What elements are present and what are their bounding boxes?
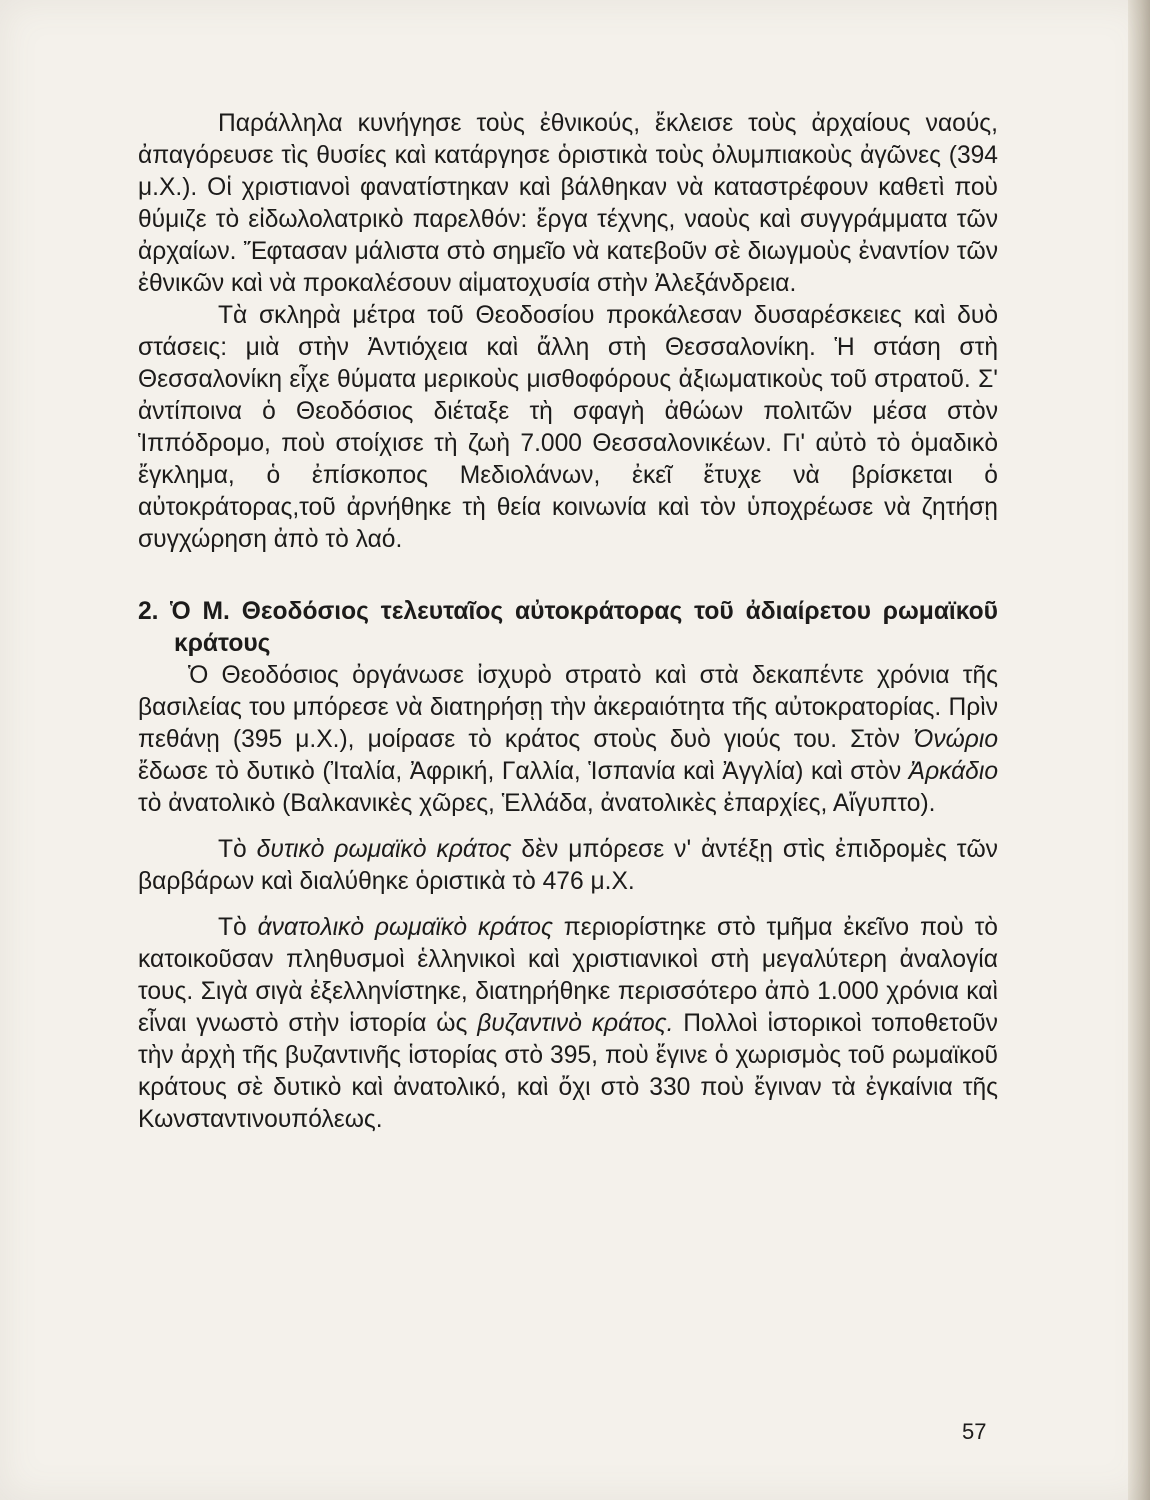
section-paragraph-3-part-3: Πολλοὶ ἱστορικοὶ τοποθετοῦν τὴν ἀρχὴ τῆς βυζαντινῆς ἱστορίας στὸ 395, ποὺ ἔγινε ὁ χωρισμὸς τοῦ ρωμαϊκοῦ κράτους σὲ δυτικὸ καὶ ἀνατολικό, καὶ ὄχι στὸ 330 ποὺ ἔγιναν τὰ ἐγκαίνια τῆς Κωνσταντινουπόλεως. (138, 1010, 998, 1133)
section-paragraph-2 (138, 834, 998, 898)
section-heading: 2. Ὁ Μ. Θεοδόσιος τελευταῖος αὐτοκράτορας τοῦ ἀδιαίρετου ρωμαϊκοῦ κράτους (138, 598, 998, 657)
section-paragraph-2-part-1: Τὸ (218, 836, 257, 863)
western-empire-term: δυτικὸ ρωμαϊκὸ κράτος (256, 836, 512, 863)
byzantine-empire-term: βυζαντινὸ κράτος. (477, 1010, 674, 1037)
section-paragraph-1-part-2: ἔδωσε τὸ δυτικὸ (Ἰταλία, Ἀφρική, Γαλλία, Ἱσπανία καὶ Ἀγγλία) καὶ στὸν (138, 758, 909, 785)
section-paragraph-3-part-1: Τὸ (218, 914, 258, 941)
page-content (138, 108, 998, 1136)
arcadius-name: Ἀρκάδιο (908, 758, 998, 785)
section-paragraph-1 (138, 660, 998, 820)
section-paragraph-1-part-1: Ὁ Θεοδόσιος ὀργάνωσε ἰσχυρὸ στρατὸ καὶ στὰ δεκαπέντε χρόνια τῆς βασιλείας του μπόρεσε νὰ διατηρήσῃ τὴν ἀκεραιότητα τῆς αὐτοκρατορίας. Πρὶν πεθάνῃ (395 μ.Χ.), μοίρασε τὸ κράτος στοὺς δυὸ γιούς του. Στὸν (138, 662, 998, 753)
honorius-name: Ὀνώριο (912, 726, 998, 753)
page-edge (1128, 0, 1150, 1500)
paragraph-2: Τὰ σκληρὰ μέτρα τοῦ Θεοδοσίου προκάλεσαν δυσαρέσκειες καὶ δυὸ στάσεις: μιὰ στὴν Ἀντιόχεια καὶ ἄλλη στὴ Θεσσαλονίκη. Ἡ στάση στὴ Θεσσαλονίκη εἶχε θύματα μερικοὺς μισθοφόρους ἀξιωματικοὺς τοῦ στρατοῦ. Σ' ἀντίποινα ὁ Θεοδόσιος διέταξε τὴ σφαγὴ ἀθώων πολιτῶν μέσα στὸν Ἱππόδρομο, ποὺ στοίχισε τὴ ζωὴ 7.000 Θεσσαλονικέων. Γι' αὐτὸ τὸ ὁμαδικὸ ἔγκλημα, ὁ ἐπίσκοπος Μεδιολάνων, ἐκεῖ ἔτυχε νὰ βρίσκεται ὁ αὐτοκράτορας,τοῦ ἀρνήθηκε τὴ θεία κοινωνία καὶ τὸν ὑποχρέωσε νὰ ζητήσῃ συγχώρηση ἀπὸ τὸ λαό. (138, 302, 998, 553)
section-paragraph-3-part-2: περιορίστηκε στὸ τμῆμα ἐκεῖνο ποὺ τὸ κατοικοῦσαν πληθυσμοὶ ἑλληνικοὶ καὶ χριστιανικοὶ στὴ μεγαλύτερη ἀναλογία τους. Σιγὰ σιγὰ ἐξελληνίστηκε, διατηρήθηκε περισσότερο ἀπὸ 1.000 χρόνια καὶ εἶναι γνωστὸ στὴν ἱστορία ὡς (138, 914, 998, 1037)
paragraph-1: Παράλληλα κυνήγησε τοὺς ἐθνικούς, ἔκλεισε τοὺς ἀρχαίους ναούς, ἀπαγόρευσε τὶς θυσίες καὶ κατάργησε ὁριστικὰ τοὺς ὀλυμπιακοὺς ἀγῶνες (394 μ.Χ.). Οἱ χριστιανοὶ φανατίστηκαν καὶ βάλθηκαν νὰ καταστρέφουν καθετὶ ποὺ θύμιζε τὸ εἰδωλολατρικὸ παρελθόν: ἔργα τέχνης, ναοὺς καὶ συγγράμματα τῶν ἀρχαίων. Ἔφτασαν μάλιστα στὸ σημεῖο νὰ κατεβοῦν σὲ διωγμοὺς ἐναντίον τῶν ἐθνικῶν καὶ νὰ προκαλέσουν αἱματοχυσία στὴν Ἀλεξάνδρεια. (138, 110, 998, 297)
section-paragraph-1-part-3: τὸ ἀνατολικὸ (Βαλκανικὲς χῶρες, Ἑλλάδα, ἀνατολικὲς ἐπαρχίες, Αἴγυπτο). (138, 790, 936, 817)
section-paragraph-2-part-2: δὲν μπόρεσε ν' ἀντέξῃ στὶς ἐπιδρομὲς τῶν βαρβάρων καὶ διαλύθηκε ὁριστικὰ τὸ 476 μ.Χ. (138, 836, 998, 895)
section-paragraph-3 (138, 912, 998, 1136)
eastern-empire-term: ἀνατολικὸ ρωμαϊκὸ κράτος (257, 914, 553, 941)
page-number: 57 (962, 1419, 987, 1444)
